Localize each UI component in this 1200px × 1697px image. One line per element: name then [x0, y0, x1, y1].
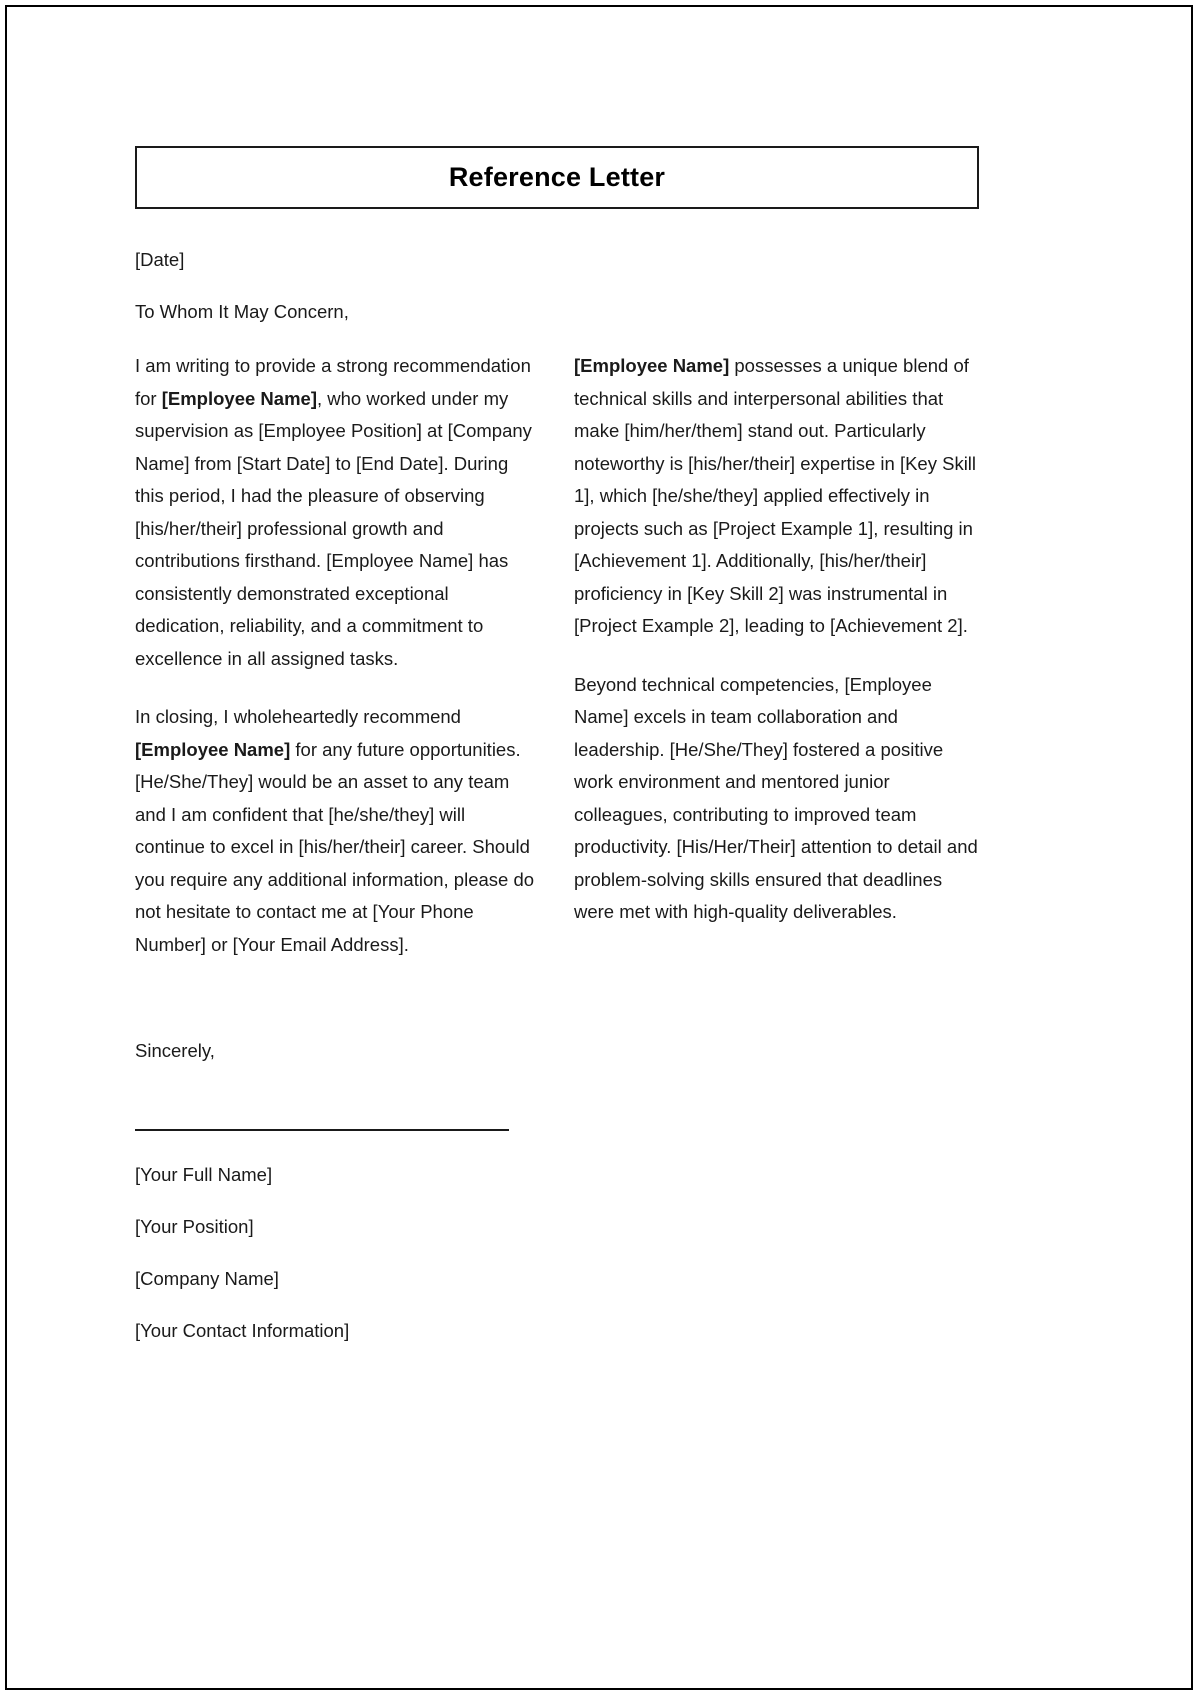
title-box — [135, 146, 979, 209]
signature-position: [Your Position] — [135, 1216, 254, 1237]
paragraph-text: , who worked under my supervision as [Employee Position] at [Company Name] from [Start Date] to [End Date]. During this period, I had the pleasure of observing [his/her/their] professional growth and contributions firsthand. [Employee Name] has consistently demonstrated exceptional dedication, reliability, and a commitment to excellence in all assigned tasks. — [135, 387, 532, 669]
page-title: Reference Letter — [448, 162, 666, 192]
date-placeholder: [Date] — [135, 249, 185, 270]
signature-full-name: [Your Full Name] — [135, 1164, 273, 1185]
left-column — [135, 350, 540, 961]
paragraph-text: In closing, I wholeheartedly recommend — [135, 706, 461, 727]
body-columns — [135, 350, 979, 961]
letter-content — [135, 146, 979, 1347]
right-column — [574, 350, 979, 961]
paragraph-text: Beyond technical competencies, [Employee Name] excels in team collaboration and leadership. [He/She/They] fostered a positive work environment and mentored junior colleagues, contributing to improved team productivity. [His/Her/Their] attention to detail and problem-solving skills ensured that deadlines were met with high-quality deliverables. — [574, 673, 978, 922]
paragraph-text: for any future opportunities. [He/She/They] would be an asset to any team and I am confident that [he/she/they] will continue to excel in [his/her/their] career. Should you require any additional information, please do not hesitate to contact me at [Your Phone Number] or [Your Email Address]. — [135, 738, 535, 955]
body-paragraph — [574, 350, 979, 643]
signature-contact: [Your Contact Information] — [135, 1320, 350, 1341]
signature-company: [Company Name] — [135, 1268, 279, 1289]
emphasis-placeholder: [Employee Name] — [135, 738, 291, 760]
closing-salutation: Sincerely, — [135, 1040, 215, 1061]
emphasis-placeholder: [Employee Name] — [574, 355, 730, 376]
emphasis-placeholder: [Employee Name] — [161, 387, 317, 409]
body-paragraph — [574, 669, 979, 929]
body-paragraph — [135, 350, 540, 675]
signature-rule — [135, 1129, 509, 1131]
signature-block — [135, 1159, 979, 1347]
document-page — [5, 5, 1193, 1690]
closing-block — [135, 1035, 979, 1347]
salutation: To Whom It May Concern, — [135, 301, 349, 322]
paragraph-text: I am writing to provide a strong recommendation for — [135, 355, 531, 409]
body-paragraph — [135, 701, 540, 961]
letter-meta — [135, 244, 979, 328]
paragraph-text: possesses a unique blend of technical skills and interpersonal abilities that make [him/her/them] stand out. Particularly noteworthy is [his/her/their] expertise in [Key Skill 1], which [he/she/they] applied effectively in projects such as [Project Example 1], resulting in [Achievement 1]. Additionally, [his/her/their] proficiency in [Key Skill 2] was instrumental in [Project Example 2], leading to [Achievement 2]. — [574, 355, 977, 636]
